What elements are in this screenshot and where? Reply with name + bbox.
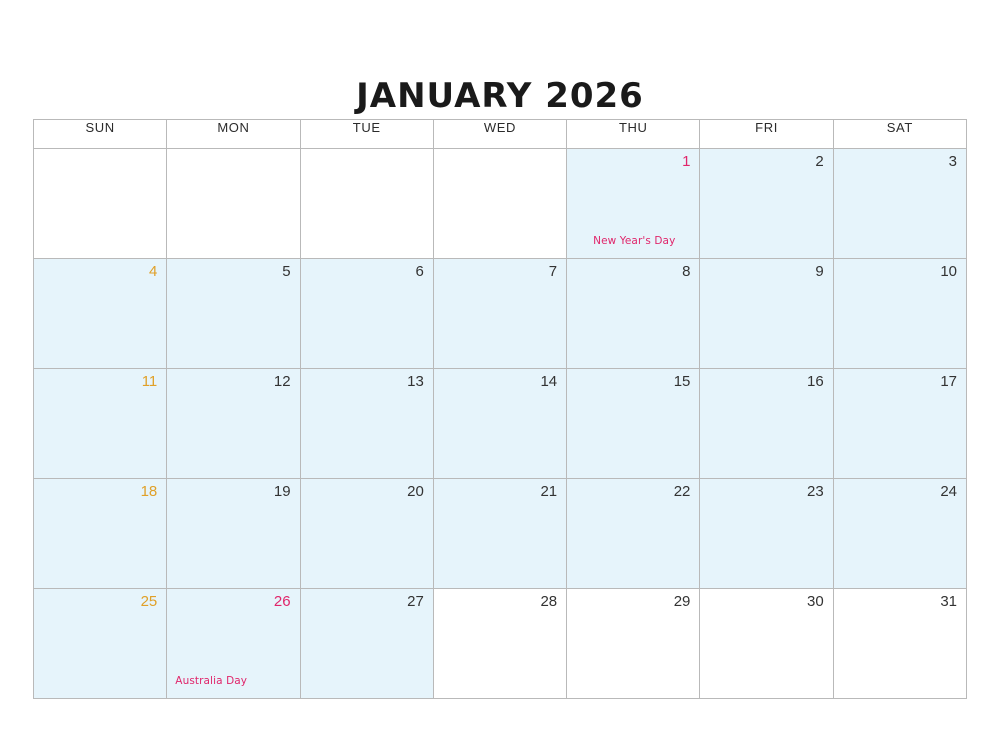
day-number: 6 xyxy=(415,263,424,280)
event-container xyxy=(175,675,293,688)
day-number: 24 xyxy=(940,483,957,500)
day-number: 3 xyxy=(948,153,957,170)
calendar-day-cell[interactable] xyxy=(833,259,966,369)
calendar-day-cell[interactable] xyxy=(833,589,966,699)
calendar-day-cell[interactable] xyxy=(833,369,966,479)
weekday-header-thu: THU xyxy=(567,120,700,149)
day-number: 4 xyxy=(148,263,158,280)
day-number: 10 xyxy=(940,263,957,280)
calendar-day-cell[interactable] xyxy=(567,369,700,479)
day-number: 23 xyxy=(807,483,824,500)
calendar-day-cell[interactable] xyxy=(700,259,833,369)
calendar-day-cell[interactable] xyxy=(433,149,566,259)
calendar-day-cell[interactable] xyxy=(34,479,167,589)
calendar-day-cell[interactable] xyxy=(167,259,300,369)
calendar-day-cell[interactable] xyxy=(567,259,700,369)
weekday-header-fri: FRI xyxy=(700,120,833,149)
weekday-header-sun: SUN xyxy=(34,120,167,149)
day-number: 19 xyxy=(273,483,291,500)
calendar-day-cell[interactable] xyxy=(300,149,433,259)
calendar-week-row xyxy=(34,369,967,479)
calendar-day-cell[interactable] xyxy=(34,149,167,259)
calendar-day-cell[interactable] xyxy=(167,369,300,479)
weekday-header-mon: MON xyxy=(167,120,300,149)
calendar-body xyxy=(34,149,967,699)
page-title: JANUARY 2026 xyxy=(356,76,644,116)
calendar-week-row xyxy=(34,149,967,259)
calendar-day-cell[interactable] xyxy=(167,479,300,589)
day-number: 5 xyxy=(282,263,291,280)
calendar-day-cell[interactable] xyxy=(34,589,167,699)
day-number: 18 xyxy=(140,483,158,500)
day-number: 20 xyxy=(407,483,424,500)
calendar-day-cell[interactable] xyxy=(34,259,167,369)
day-number: 17 xyxy=(940,373,957,390)
day-number: 13 xyxy=(407,373,424,390)
calendar-day-cell[interactable] xyxy=(433,479,566,589)
day-number: 30 xyxy=(807,593,824,610)
weekday-header-wed: WED xyxy=(433,120,566,149)
calendar-day-cell[interactable] xyxy=(300,369,433,479)
calendar-day-cell[interactable] xyxy=(700,369,833,479)
calendar-day-cell[interactable] xyxy=(300,589,433,699)
day-number: 9 xyxy=(815,263,824,280)
weekday-header-row xyxy=(34,120,967,149)
calendar-day-cell[interactable] xyxy=(433,369,566,479)
calendar-day-cell[interactable] xyxy=(433,259,566,369)
day-number: 31 xyxy=(940,593,957,610)
weekday-header-sat: SAT xyxy=(833,120,966,149)
day-number: 12 xyxy=(273,373,291,390)
day-number: 29 xyxy=(673,593,691,610)
weekday-header-tue: TUE xyxy=(300,120,433,149)
calendar-day-cell[interactable] xyxy=(167,149,300,259)
day-number: 28 xyxy=(540,593,558,610)
day-number: 15 xyxy=(673,373,691,390)
day-number: 14 xyxy=(540,373,558,390)
calendar-day-cell[interactable] xyxy=(567,479,700,589)
holiday-event-label: New Year's Day xyxy=(593,234,676,247)
day-number: 1 xyxy=(682,153,691,170)
calendar-day-cell[interactable] xyxy=(700,479,833,589)
calendar-day-cell[interactable] xyxy=(833,479,966,589)
calendar-day-cell[interactable] xyxy=(567,149,700,259)
calendar-week-row xyxy=(34,259,967,369)
holiday-event-label: Australia Day xyxy=(175,674,248,687)
calendar-day-cell[interactable] xyxy=(567,589,700,699)
calendar-day-cell[interactable] xyxy=(167,589,300,699)
calendar-day-cell[interactable] xyxy=(300,259,433,369)
day-number: 16 xyxy=(807,373,824,390)
calendar-day-cell[interactable] xyxy=(433,589,566,699)
calendar-day-cell[interactable] xyxy=(833,149,966,259)
calendar-week-row xyxy=(34,479,967,589)
day-number: 22 xyxy=(673,483,691,500)
calendar-day-cell[interactable] xyxy=(300,479,433,589)
day-number: 21 xyxy=(540,483,558,500)
day-number: 2 xyxy=(815,153,824,170)
calendar-day-cell[interactable] xyxy=(700,589,833,699)
calendar-day-cell[interactable] xyxy=(700,149,833,259)
calendar-week-row xyxy=(34,589,967,699)
day-number: 25 xyxy=(140,593,158,610)
calendar-day-cell[interactable] xyxy=(34,369,167,479)
day-number: 11 xyxy=(141,373,158,390)
day-number: 26 xyxy=(273,593,291,610)
event-container xyxy=(575,235,693,248)
day-number: 7 xyxy=(548,263,558,280)
day-number: 27 xyxy=(407,593,424,610)
month-calendar-grid xyxy=(33,119,967,699)
day-number: 8 xyxy=(682,263,691,280)
